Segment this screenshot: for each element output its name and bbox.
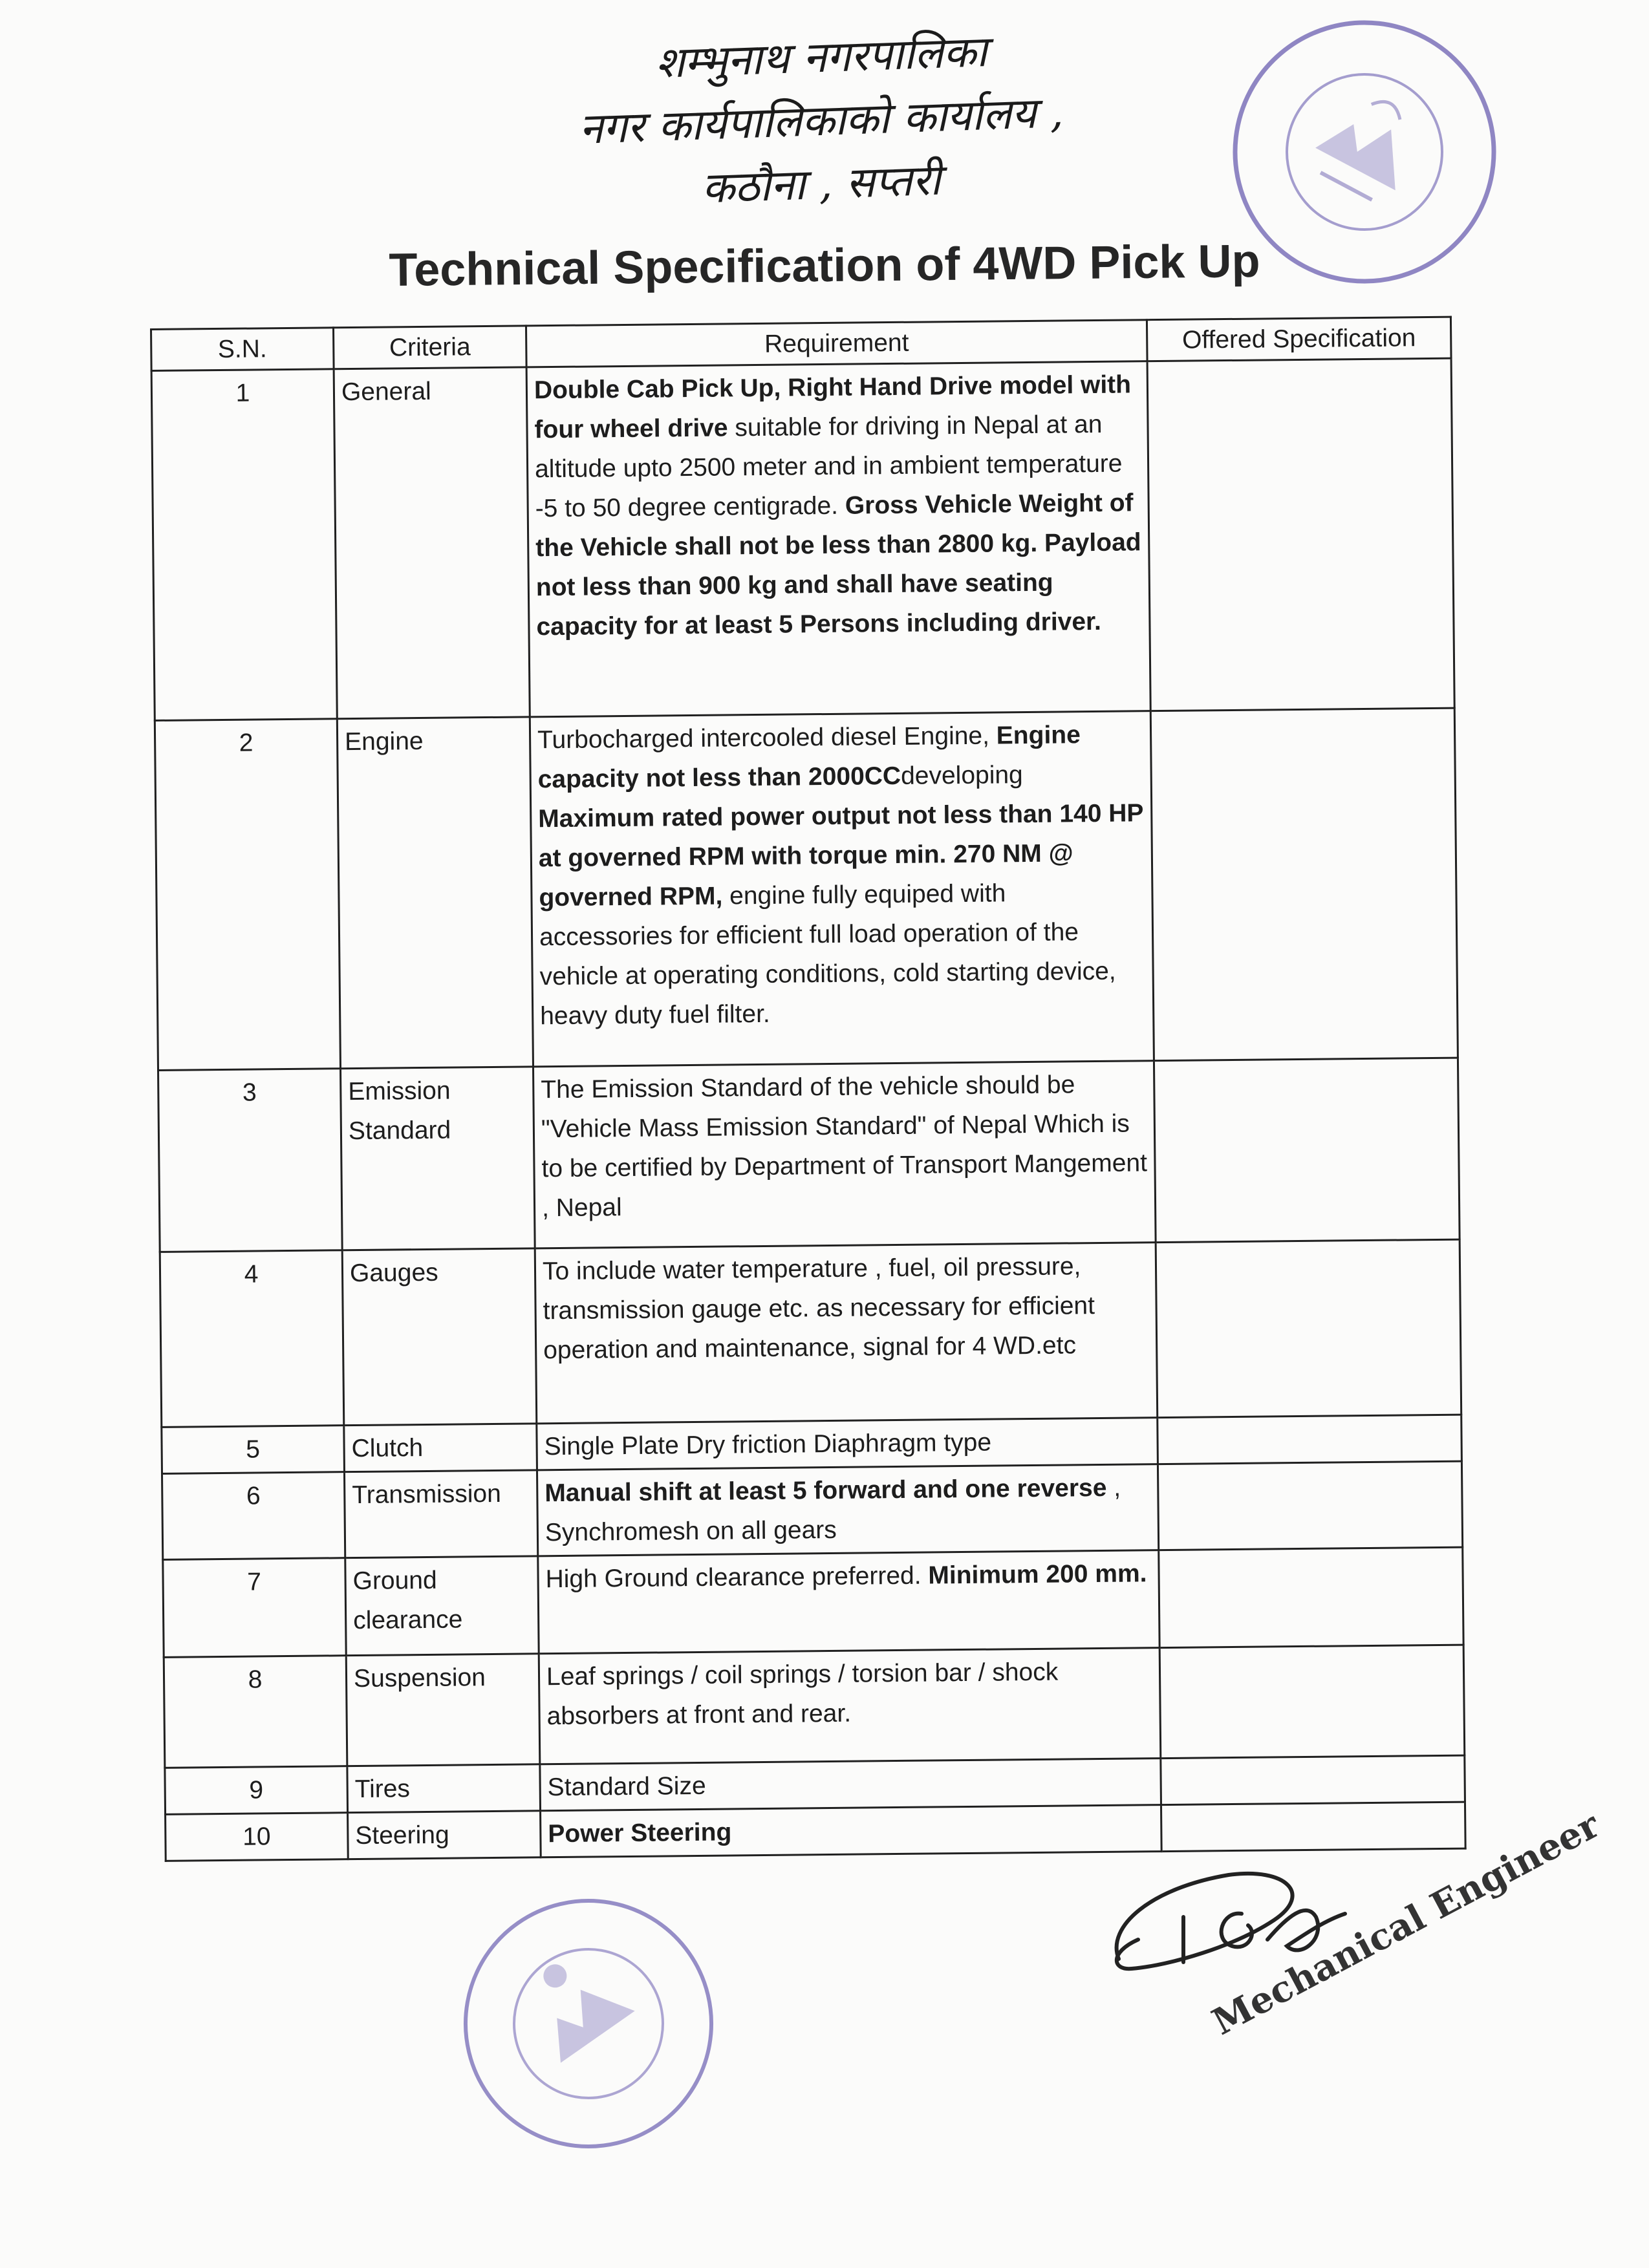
handwritten-line: नगर कार्यपालिकाको कार्यालय , xyxy=(578,87,1064,155)
cell-offered-specification xyxy=(1158,1415,1462,1464)
cell-requirement xyxy=(535,1243,1158,1424)
cell-offered-specification xyxy=(1161,1755,1465,1805)
requirement-segment: Power Steering xyxy=(548,1818,732,1848)
cell-criteria: Emission Standard xyxy=(341,1067,535,1250)
cell-requirement xyxy=(538,1550,1159,1654)
cell-offered-specification xyxy=(1156,1239,1461,1417)
requirement-segment: engine fully equiped with accessories for efficient full load operation of the vehicle at operating conditions, cold starting device, heavy duty fuel filter. xyxy=(539,879,1116,1031)
table-row xyxy=(160,1239,1461,1427)
cell-requirement xyxy=(540,1759,1161,1811)
cell-criteria: General xyxy=(334,367,530,719)
header-criteria: Criteria xyxy=(334,326,527,369)
cell-criteria: Transmission xyxy=(344,1470,537,1558)
handwritten-line: शम्भुनाथ नगरपालिका xyxy=(654,27,988,88)
cell-sn: 1 xyxy=(151,369,337,721)
requirement-segment: suitable for driving in Nepal at an altitude upto 2500 meter and in ambient temperature -5 to 50 degree centigrade. xyxy=(534,410,1123,523)
cell-requirement xyxy=(537,1464,1158,1556)
cell-offered-specification xyxy=(1158,1461,1462,1550)
handwritten-line: कठौना , सप्तरी xyxy=(701,155,942,213)
cell-sn: 6 xyxy=(162,1472,345,1560)
specification-table xyxy=(150,316,1467,1862)
requirement-segment: Manual shift at least 5 forward and one reverse xyxy=(544,1473,1107,1508)
government-stamp-icon xyxy=(400,1835,778,2213)
requirement-segment: To include water temperature , fuel, oil pressure, transmission gauge etc. as necessary for efficient operation and maintenance, signal for 4 WD.etc xyxy=(542,1252,1095,1365)
table-row xyxy=(163,1547,1463,1657)
cell-sn: 3 xyxy=(158,1069,343,1252)
cell-sn: 10 xyxy=(166,1813,349,1861)
cell-sn: 5 xyxy=(162,1426,345,1474)
cell-criteria: Engine xyxy=(337,717,533,1069)
cell-sn: 4 xyxy=(160,1250,344,1428)
cell-criteria: Suspension xyxy=(346,1654,540,1766)
cell-criteria: Tires xyxy=(347,1764,541,1813)
requirement-segment: Standard Size xyxy=(547,1771,706,1802)
signatory-designation: Mechanical Engineer xyxy=(1205,1803,1607,2044)
cell-offered-specification xyxy=(1161,1802,1465,1852)
requirement-segment: Single Plate Dry friction Diaphragm type xyxy=(544,1428,992,1461)
requirement-segment: , Synchromesh on all gears xyxy=(544,1473,1121,1547)
cell-sn: 8 xyxy=(164,1656,347,1768)
page-title: Technical Specification of 4WD Pick Up xyxy=(389,235,1260,297)
cell-criteria: Ground clearance xyxy=(345,1556,539,1656)
requirement-segment: Minimum 200 mm. xyxy=(928,1559,1147,1590)
table-row xyxy=(151,358,1454,720)
requirement-segment: Gross Vehicle Weight of the Vehicle shall not be less than 2800 kg. Payload not less than 900 kg and shall have seating capacity for at least 5 Persons including driver. xyxy=(535,489,1141,641)
cell-criteria: Steering xyxy=(348,1811,541,1859)
cell-offered-specification xyxy=(1150,708,1458,1060)
requirement-segment: developing xyxy=(900,761,1023,790)
cell-requirement xyxy=(530,711,1154,1067)
requirement-segment: Leaf springs / coil springs / torsion bar / shock absorbers at front and rear. xyxy=(546,1658,1059,1731)
cell-sn: 9 xyxy=(165,1766,348,1815)
cell-offered-specification xyxy=(1159,1547,1463,1648)
cell-offered-specification xyxy=(1159,1645,1465,1759)
table-row xyxy=(158,1058,1460,1252)
requirement-segment: Engine capacity not less than 2000CC xyxy=(537,721,1081,794)
cell-requirement xyxy=(539,1648,1161,1764)
header-sn: S.N. xyxy=(151,328,334,371)
cell-sn: 2 xyxy=(155,719,340,1071)
header-requirement: Requirement xyxy=(526,320,1147,367)
header-offered-specification: Offered Specification xyxy=(1147,317,1451,361)
table-row xyxy=(162,1461,1463,1559)
cell-requirement xyxy=(541,1805,1162,1857)
cell-criteria: Clutch xyxy=(344,1424,537,1472)
handwritten-office-address xyxy=(401,26,1242,216)
requirement-segment: Turbocharged intercooled diesel Engine, xyxy=(537,722,997,754)
table-row xyxy=(155,708,1458,1070)
requirement-segment: Double Cab Pick Up, Right Hand Drive model with four wheel drive xyxy=(534,370,1132,444)
cell-sn: 7 xyxy=(163,1558,346,1658)
cell-offered-specification xyxy=(1154,1058,1460,1242)
cell-requirement xyxy=(537,1418,1158,1470)
cell-offered-specification xyxy=(1147,358,1454,711)
cell-criteria: Gauges xyxy=(342,1248,537,1426)
requirement-segment: High Ground clearance preferred. xyxy=(545,1561,929,1594)
cell-requirement xyxy=(533,1061,1156,1248)
table-body xyxy=(151,358,1465,1861)
requirement-segment: Maximum rated power output not less than 140 HP at governed RPM with torque min. 270 NM @ governed RPM, xyxy=(538,799,1143,912)
requirement-segment: The Emission Standard of the vehicle should be "Vehicle Mass Emission Standard" of Nepal Which is to be certified by Department of Transport Mangement , Nepal xyxy=(541,1071,1148,1223)
cell-requirement xyxy=(526,361,1150,717)
table-row xyxy=(164,1645,1465,1768)
